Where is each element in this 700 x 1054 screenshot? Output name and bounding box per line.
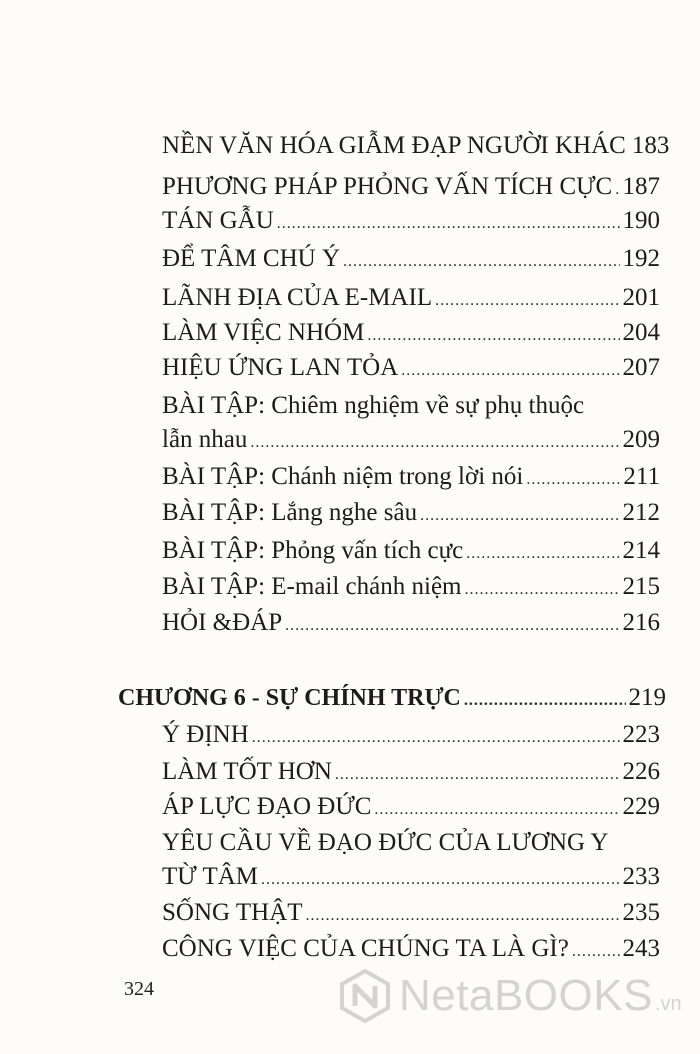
toc-entry [162, 862, 660, 895]
toc-entry-title: LÀM VIỆC NHÓM [162, 319, 365, 346]
toc-entry [162, 536, 660, 569]
dot-leader [252, 723, 620, 753]
toc-entry-title: LÃNH ĐỊA CỦA E-MAIL [162, 284, 433, 311]
dot-leader [420, 501, 619, 531]
toc-entry [162, 608, 660, 641]
dot-leader [401, 356, 619, 386]
toc-entry-page: 214 [622, 537, 660, 564]
toc-entry-page: 207 [622, 354, 660, 381]
dot-leader [465, 575, 620, 605]
chapter-heading [118, 683, 666, 716]
toc-entry-title: CÔNG VIỆC CỦA CHÚNG TA LÀ GÌ? [162, 935, 569, 962]
dot-leader [306, 901, 620, 931]
dot-leader [277, 209, 620, 239]
toc-entry-page: 216 [622, 609, 660, 636]
toc-entry-title: BÀI TẬP: Chánh niệm trong lời nói [162, 463, 524, 490]
dot-leader [464, 686, 626, 716]
toc-entry [162, 792, 660, 825]
toc-entry [162, 172, 660, 205]
watermark-text: NetaBOOKS [399, 971, 653, 1020]
page-number: 324 [124, 978, 154, 1000]
toc-entry [162, 353, 660, 386]
toc-entry-page: 229 [622, 793, 660, 820]
toc-entry [162, 244, 660, 277]
toc-entry-title: HỎI &ĐÁP [162, 609, 283, 636]
chapter-page: 219 [628, 684, 666, 711]
toc-entry [162, 206, 660, 239]
dot-leader [250, 428, 619, 458]
toc-entry [162, 462, 660, 495]
toc-entry-page: 211 [623, 463, 660, 490]
toc-entry-title-line1: YÊU CẦU VỀ ĐẠO ĐỨC CỦA LƯƠNG Y [162, 829, 609, 856]
toc-entry-title: LÀM TỐT HƠN [162, 758, 332, 785]
toc-entry-page: 201 [622, 284, 660, 311]
toc-entry-page: 243 [622, 935, 660, 962]
toc-entry-page: 212 [622, 499, 660, 526]
toc-entry-page: 204 [622, 319, 660, 346]
toc-entry-title: Ý ĐỊNH [162, 721, 249, 748]
toc-entry-title: BÀI TẬP: E-mail chánh niệm [162, 573, 462, 600]
dot-leader [343, 247, 619, 277]
toc-entry-title: TÁN GẪU [162, 207, 274, 234]
toc-entry-page: 183 [631, 132, 670, 159]
dot-leader [615, 175, 619, 205]
dot-leader [374, 795, 619, 825]
toc-entry-page: 209 [622, 426, 660, 453]
dot-leader [466, 539, 619, 569]
toc-entry [162, 934, 660, 967]
watermark-suffix: .vn [654, 993, 682, 1015]
toc-entry [162, 425, 660, 458]
toc-entry [162, 757, 660, 790]
toc-entry-title: BÀI TẬP: Lắng nghe sâu [162, 499, 418, 526]
netabooks-logo-icon [337, 968, 393, 1024]
dot-leader [435, 286, 619, 316]
chapter-title: CHƯƠNG 6 - SỰ CHÍNH TRỰC [118, 685, 461, 711]
dot-leader [367, 321, 619, 351]
toc-entry [162, 131, 670, 164]
toc-entry-title: SỐNG THẬT [162, 899, 303, 926]
toc-entry-title: ÁP LỰC ĐẠO ĐỨC [162, 793, 372, 820]
toc-entry-page: 187 [622, 173, 660, 200]
toc-entry [162, 283, 660, 316]
toc-entry [162, 318, 660, 351]
toc-entry-page: 192 [622, 245, 660, 272]
toc-entry-title: PHƯƠNG PHÁP PHỎNG VẤN TÍCH CỰC [162, 173, 613, 200]
dot-leader [526, 465, 620, 495]
toc-entry [162, 720, 660, 753]
toc-entry-title: NỀN VĂN HÓA GIẪM ĐẠP NGƯỜI KHÁC [162, 132, 626, 159]
toc-entry-title: ĐỂ TÂM CHÚ Ý [162, 245, 341, 272]
toc-entry [162, 498, 660, 531]
toc-entry [162, 898, 660, 931]
toc-entry-title: BÀI TẬP: Phỏng vấn tích cực [162, 537, 464, 564]
toc-entry-page: 223 [622, 721, 660, 748]
toc-entry-title: HIỆU ỨNG LAN TỎA [162, 354, 399, 381]
dot-leader [261, 865, 619, 895]
dot-leader [572, 937, 620, 967]
toc-entry-title: TỪ TÂM [162, 863, 259, 890]
toc-entry-title: lẫn nhau [162, 426, 248, 453]
toc-entry-page: 226 [622, 758, 660, 785]
toc-entry-page: 190 [622, 207, 660, 234]
toc-entry [162, 572, 660, 605]
toc-entry-title-line1: BÀI TẬP: Chiêm nghiệm về sự phụ thuộc [162, 392, 585, 419]
toc-entry-page: 215 [622, 573, 660, 600]
toc-entry-page: 235 [622, 899, 660, 926]
watermark [337, 968, 682, 1024]
toc-entry-page: 233 [622, 863, 660, 890]
dot-leader [285, 611, 619, 641]
dot-leader [335, 760, 620, 790]
